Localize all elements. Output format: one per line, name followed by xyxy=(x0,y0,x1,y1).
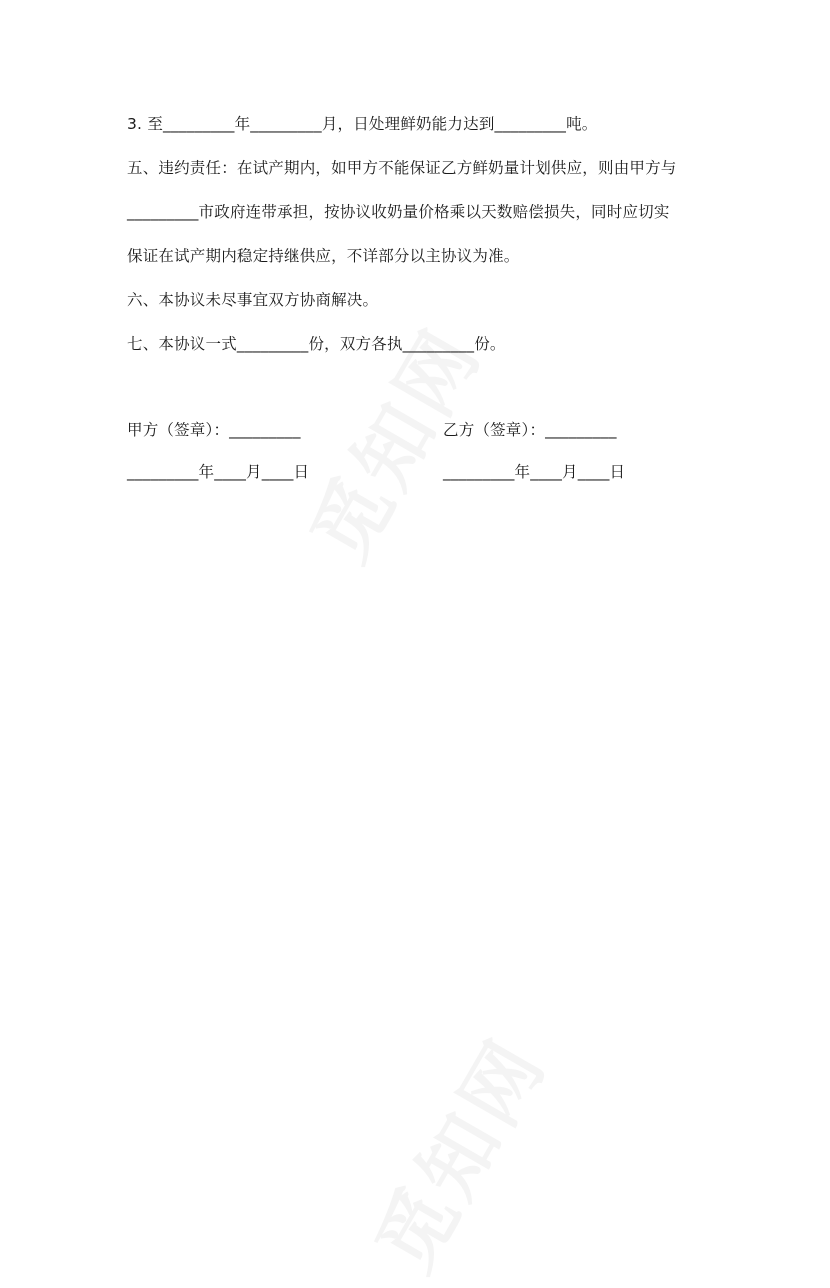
clause-5-liability-line-1: 五、违约责任：在试产期内，如甲方不能保证乙方鲜奶量计划供应，则由甲方与 xyxy=(127,159,677,177)
clause-6-negotiation: 六、本协议未尽事宜双方协商解决。 xyxy=(127,291,379,309)
party-a-signature-label: 甲方（签章）：_________ xyxy=(127,421,301,439)
clause-3-capacity: 3. 至_________年_________月，日处理鲜奶能力达到_________吨。 xyxy=(127,115,598,133)
party-b-signature-date: _________年____月____日 xyxy=(443,463,626,481)
party-a-signature-date: _________年____月____日 xyxy=(127,463,310,481)
party-b-signature-label: 乙方（签章）：_________ xyxy=(443,421,617,439)
clause-5-liability-line-2: _________市政府连带承担，按协议收奶量价格乘以天数赔偿损失，同时应切实 xyxy=(127,203,670,221)
clause-7-copies: 七、本协议一式_________份，双方各执_________份。 xyxy=(127,335,506,353)
watermark xyxy=(345,1014,568,1288)
clause-5-liability-line-3: 保证在试产期内稳定持继供应，不详部分以主协议为准。 xyxy=(127,247,520,265)
